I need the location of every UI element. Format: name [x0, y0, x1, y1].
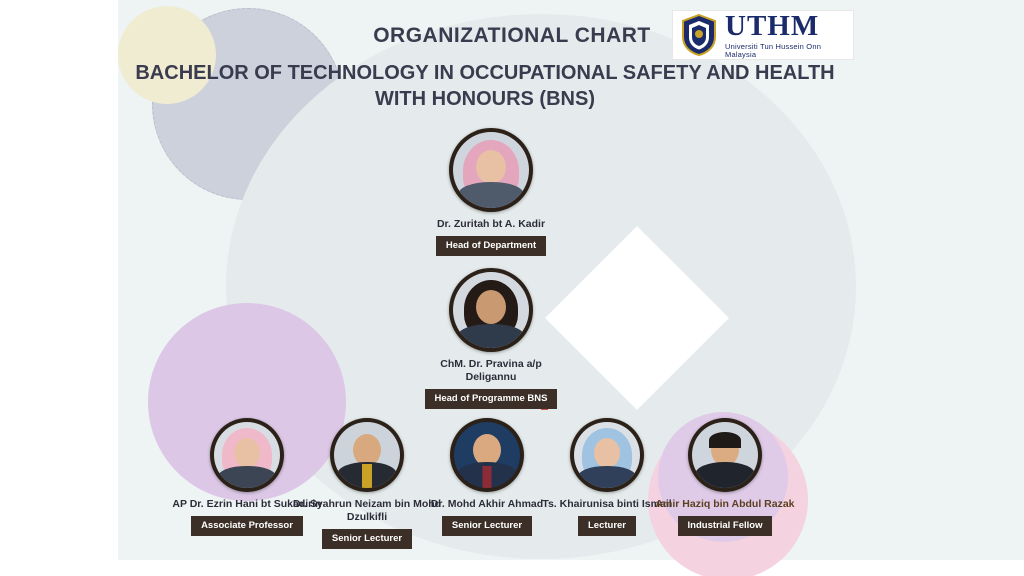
avatar — [450, 418, 524, 492]
uthm-logo-word: UTHM — [725, 10, 820, 42]
avatar — [688, 418, 762, 492]
avatar — [330, 418, 404, 492]
person-name: Dr. Syahrun Neizam bin Mohd Dzulkifli — [292, 498, 442, 523]
person-node-industrial-fellow[interactable] — [650, 418, 800, 536]
person-name: ChM. Dr. Pravina a/p Deligannu — [440, 358, 542, 383]
status-badge: Senior Lecturer — [322, 529, 412, 549]
person-name: Dr. Zuritah bt A. Kadir — [436, 218, 546, 230]
status-badge: Industrial Fellow — [678, 516, 773, 536]
program-subtitle: BACHELOR OF TECHNOLOGY IN OCCUPATIONAL SAFETY AND HEALTH WITH HONOURS (BNS) — [135, 62, 835, 110]
avatar — [210, 418, 284, 492]
uthm-crest-icon — [679, 13, 719, 57]
person-node-head-of-programme[interactable] — [416, 268, 566, 409]
person-name: Dr. Mohd Akhir Ahmad — [430, 498, 544, 510]
status-badge: Associate Professor — [191, 516, 303, 536]
person-name: AP Dr. Ezrin Hani bt Sukadirin — [172, 498, 322, 510]
avatar — [449, 268, 533, 352]
status-badge: Lecturer — [578, 516, 636, 536]
status-badge: Senior Lecturer — [442, 516, 532, 536]
status-badge: Head of Department — [436, 236, 546, 256]
person-node-head-of-department[interactable] — [416, 128, 566, 256]
avatar — [570, 418, 644, 492]
status-badge: Head of Programme BNS — [425, 389, 558, 409]
uthm-logo-subtitle: Universiti Tun Hussein Onn Malaysia — [725, 42, 822, 59]
person-name: Ts. Khairunisa binti Ismail — [542, 498, 672, 510]
avatar — [449, 128, 533, 212]
uthm-logo-text — [725, 12, 853, 58]
person-name: Amir Haziq bin Abdul Razak — [655, 498, 795, 510]
uthm-logo — [672, 10, 854, 60]
page-title: ORGANIZATIONAL CHART — [373, 24, 651, 47]
